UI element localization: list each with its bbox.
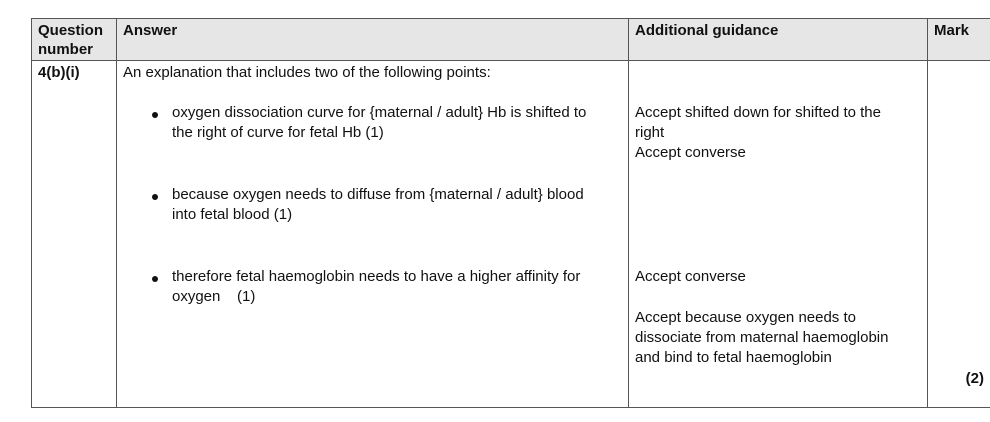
- answer-point-2-line-2: into fetal blood (1): [172, 206, 293, 223]
- bullet-icon: [152, 276, 158, 282]
- answer-point-3-line-2: oxygen (1): [172, 288, 256, 305]
- mark-cell: [928, 61, 990, 408]
- question-number: 4(b)(i): [38, 64, 80, 81]
- header-answer: Answer: [117, 19, 629, 61]
- bullet-icon: [152, 194, 158, 200]
- guidance-1-line-2: right: [635, 124, 665, 141]
- mark-scheme-table: [31, 18, 990, 408]
- answer-intro: An explanation that includes two of the following points:: [123, 64, 491, 81]
- answer-point-3-line-1: therefore fetal haemoglobin needs to have a higher affinity for: [172, 268, 581, 285]
- guidance-1: [635, 103, 881, 163]
- guidance-3-line-1: Accept because oxygen needs to: [635, 309, 856, 326]
- header-mark: Mark: [928, 19, 990, 61]
- answer-point-1-line-2: the right of curve for fetal Hb (1): [172, 124, 384, 141]
- guidance-2: [635, 267, 746, 287]
- bullet-icon: [152, 112, 158, 118]
- mark-value: (2): [965, 370, 984, 387]
- guidance-2-line-1: Accept converse: [635, 268, 746, 285]
- header-question-number-label: Question number: [38, 22, 104, 58]
- header-question-number: [32, 19, 117, 61]
- guidance-1-line-3: Accept converse: [635, 144, 746, 161]
- answer-point-3: [172, 267, 580, 307]
- guidance-3-line-2: dissociate from maternal haemoglobin: [635, 329, 889, 346]
- question-number-cell: [32, 61, 117, 408]
- guidance-cell: [629, 61, 928, 408]
- answer-point-1: [172, 103, 586, 143]
- answer-point-1-line-1: oxygen dissociation curve for {maternal / adult} Hb is shifted to: [172, 104, 587, 121]
- guidance-3: [635, 308, 888, 368]
- guidance-3-line-3: and bind to fetal haemoglobin: [635, 349, 832, 366]
- guidance-1-line-1: Accept shifted down for shifted to the: [635, 104, 881, 121]
- answer-cell: [117, 61, 629, 408]
- header-additional-guidance: Additional guidance: [629, 19, 928, 61]
- answer-point-2-line-1: because oxygen needs to diffuse from {maternal / adult} blood: [172, 186, 584, 203]
- answer-point-2: [172, 185, 584, 225]
- header-row: [32, 19, 990, 61]
- answer-row: [32, 61, 990, 408]
